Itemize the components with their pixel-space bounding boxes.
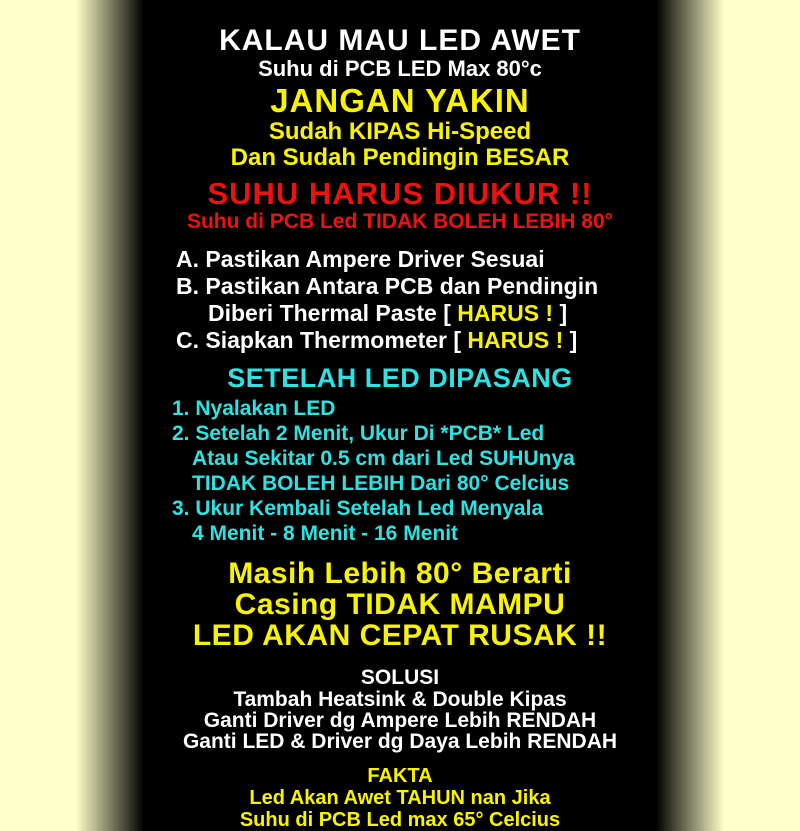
step-2-continued-1: Atau Sekitar 0.5 cm dari Led SUHUnya	[192, 447, 575, 470]
solusi-section	[142, 666, 658, 752]
measure-heading: SUHU HARUS DIUKUR !!	[207, 176, 593, 211]
solusi-line-2: Ganti Driver dg Ampere Lebih RENDAH	[203, 709, 597, 732]
warning-line-2: Dan Sudah Pendingin BESAR	[230, 144, 570, 171]
verdict-section	[142, 558, 658, 651]
warning-heading: JANGAN YAKIN	[270, 82, 530, 119]
solusi-line-3: Ganti LED & Driver dg Daya Lebih RENDAH	[182, 730, 618, 753]
checklist-item-b: B. Pastikan Antara PCB dan Pendingin	[176, 273, 599, 299]
verdict-line-2: Casing TIDAK MAMPU	[234, 588, 566, 621]
verdict-line-1: Masih Lebih 80° Berarti	[228, 557, 572, 590]
steps-heading: SETELAH LED DIPASANG	[227, 363, 573, 393]
warning-line-1: Sudah KIPAS Hi-Speed	[268, 118, 532, 145]
fakta-line-1: Led Akan Awet TAHUN nan Jika	[249, 787, 551, 809]
checklist-item-b2-text: Diberi Thermal Paste [	[208, 300, 458, 326]
checklist-item-b-continued	[142, 300, 658, 327]
step-3-continued: 4 Menit - 8 Menit - 16 Menit	[192, 522, 459, 545]
fakta-line-2: Suhu di PCB Led max 65° Celcius	[239, 809, 561, 831]
checklist-item-b2-bracket: ]	[553, 300, 568, 326]
checklist-item-c-bracket: ]	[563, 327, 578, 353]
solusi-line-1: Tambah Heatsink & Double Kipas	[233, 688, 567, 711]
steps-section	[142, 396, 658, 546]
step-2-continued-2: TIDAK BOLEH LEBIH Dari 80° Celcius	[192, 472, 570, 495]
checklist-item-c-text: C. Siapkan Thermometer [	[176, 327, 468, 353]
checklist-item-b2-highlight: HARUS !	[457, 300, 554, 326]
checklist-section	[142, 246, 658, 354]
checklist-item-c	[142, 327, 658, 354]
step-2: 2. Setelah 2 Menit, Ukur Di *PCB* Led	[172, 422, 545, 445]
checklist-item-c-highlight: HARUS !	[467, 327, 564, 353]
step-3: 3. Ukur Kembali Setelah Led Menyala	[172, 497, 544, 520]
verdict-line-3: LED AKAN CEPAT RUSAK !!	[192, 619, 608, 652]
measure-subline: Suhu di PCB Led TIDAK BOLEH LEBIH 80°	[186, 210, 614, 233]
poster-title: KALAU MAU LED AWET	[219, 24, 581, 57]
checklist-item-a: A. Pastikan Ampere Driver Sesuai	[176, 246, 545, 272]
poster-content-column	[142, 24, 658, 831]
fakta-section	[142, 765, 658, 831]
fakta-heading: FAKTA	[367, 765, 433, 787]
solusi-heading: SOLUSI	[360, 666, 440, 689]
poster-subtitle: Suhu di PCB LED Max 80°c	[258, 56, 542, 81]
step-1: 1. Nyalakan LED	[172, 397, 336, 420]
